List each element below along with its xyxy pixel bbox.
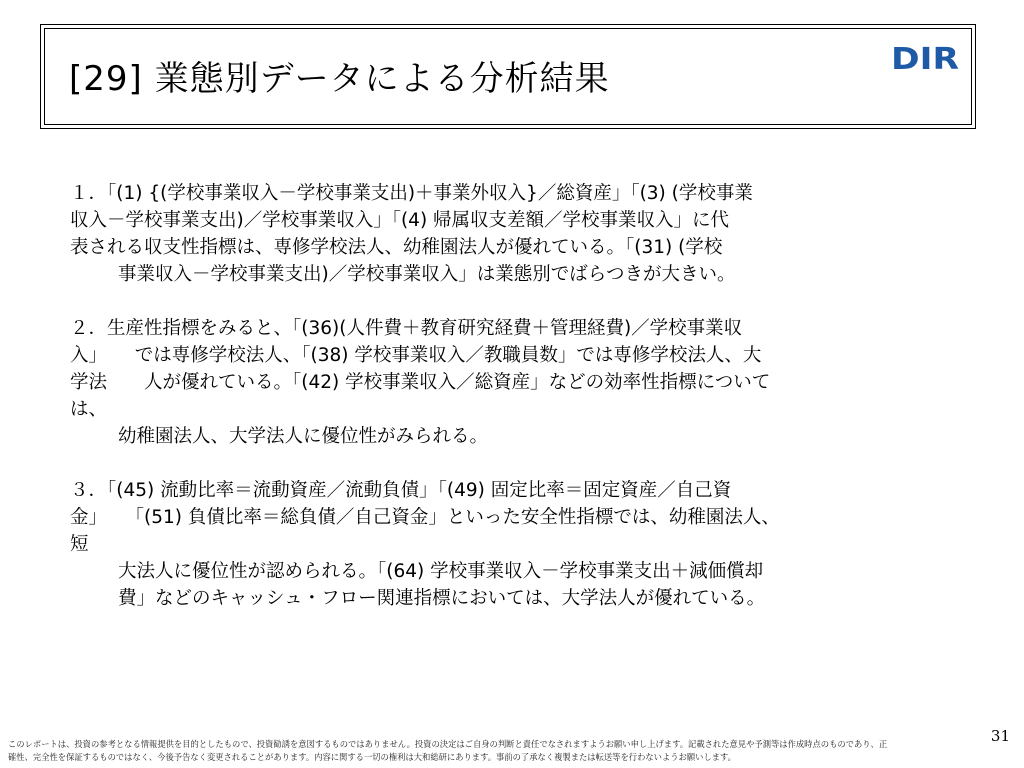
- paragraph-gap: [70, 288, 970, 315]
- p3-line-1: ３．「(45) 流動比率＝流動資産／流動負債」「(49) 固定比率＝固定資産／自己資: [70, 480, 732, 501]
- svg-text:DIR: DIR: [891, 44, 959, 72]
- page-title: [29] 業態別データによる分析結果: [69, 59, 610, 99]
- p3-line-2: 金」 「(51) 負債比率＝総負債／自己資金」といった安全性指標では、幼稚園法人、: [70, 507, 780, 528]
- p1-line-4: 事業収入－学校事業支出)／学校事業収入」は業態別でばらつきが大きい。: [118, 264, 736, 285]
- disclaimer: [8, 738, 993, 764]
- disclaimer-line-1: このレポートは、投資の参考となる情報提供を目的としたもので、投資勧誘を意図するものではありません。投資の決定はご自身の判断と責任でなされますようお願い申し上げます。記載された意見や予測等は作成時点のものであり、正: [8, 739, 888, 749]
- page-number: 31: [990, 727, 1010, 745]
- p3-line-3: 短: [70, 534, 89, 555]
- p1-line-3: 表される収支性指標は、専修学校法人、幼稚園法人が優れている。「(31) (学校: [70, 237, 723, 258]
- disclaimer-line-2: 確性、完全性を保証するものではなく、今後予告なく変更されることがあります。内容に関する一切の権利は大和総研にあります。事前の了承なく複製または転送等を行わないようお願いします。: [8, 752, 736, 762]
- p3-line-4: 大法人に優位性が認められる。「(64) 学校事業収入－学校事業支出＋減価償却: [118, 561, 764, 582]
- p2-line-4: は、: [70, 399, 108, 420]
- title-box-inner-border: [44, 28, 972, 125]
- p2-line-3: 学法 人が優れている。「(42) 学校事業収入／総資産」などの効率性指標について: [70, 372, 771, 393]
- p2-line-1: ２．生産性指標をみると、「(36)(人件費＋教育研究経費＋管理経費)／学校事業収: [70, 318, 743, 339]
- dir-logo: [891, 44, 961, 72]
- dir-logo-icon: [891, 44, 961, 72]
- p3-line-5: 費」などのキャッシュ・フロー関連指標においては、大学法人が優れている。: [118, 588, 766, 609]
- body-text: [70, 180, 970, 612]
- paragraph-gap: [70, 450, 970, 477]
- p1-line-2: 収入－学校事業支出)／学校事業収入」「(4) 帰属収支差額／学校事業収入」に代: [70, 210, 730, 231]
- title-box: [40, 24, 976, 129]
- p2-line-2: 入」 では専修学校法人、「(38) 学校事業収入／教職員数」では専修学校法人、大: [70, 345, 762, 366]
- p2-line-5: 幼稚園法人、大学法人に優位性がみられる。: [118, 426, 489, 447]
- p1-line-1: １．「(1) {(学校事業収入－学校事業支出)＋事業外収入}／総資産」「(3) (学校事業: [70, 183, 753, 204]
